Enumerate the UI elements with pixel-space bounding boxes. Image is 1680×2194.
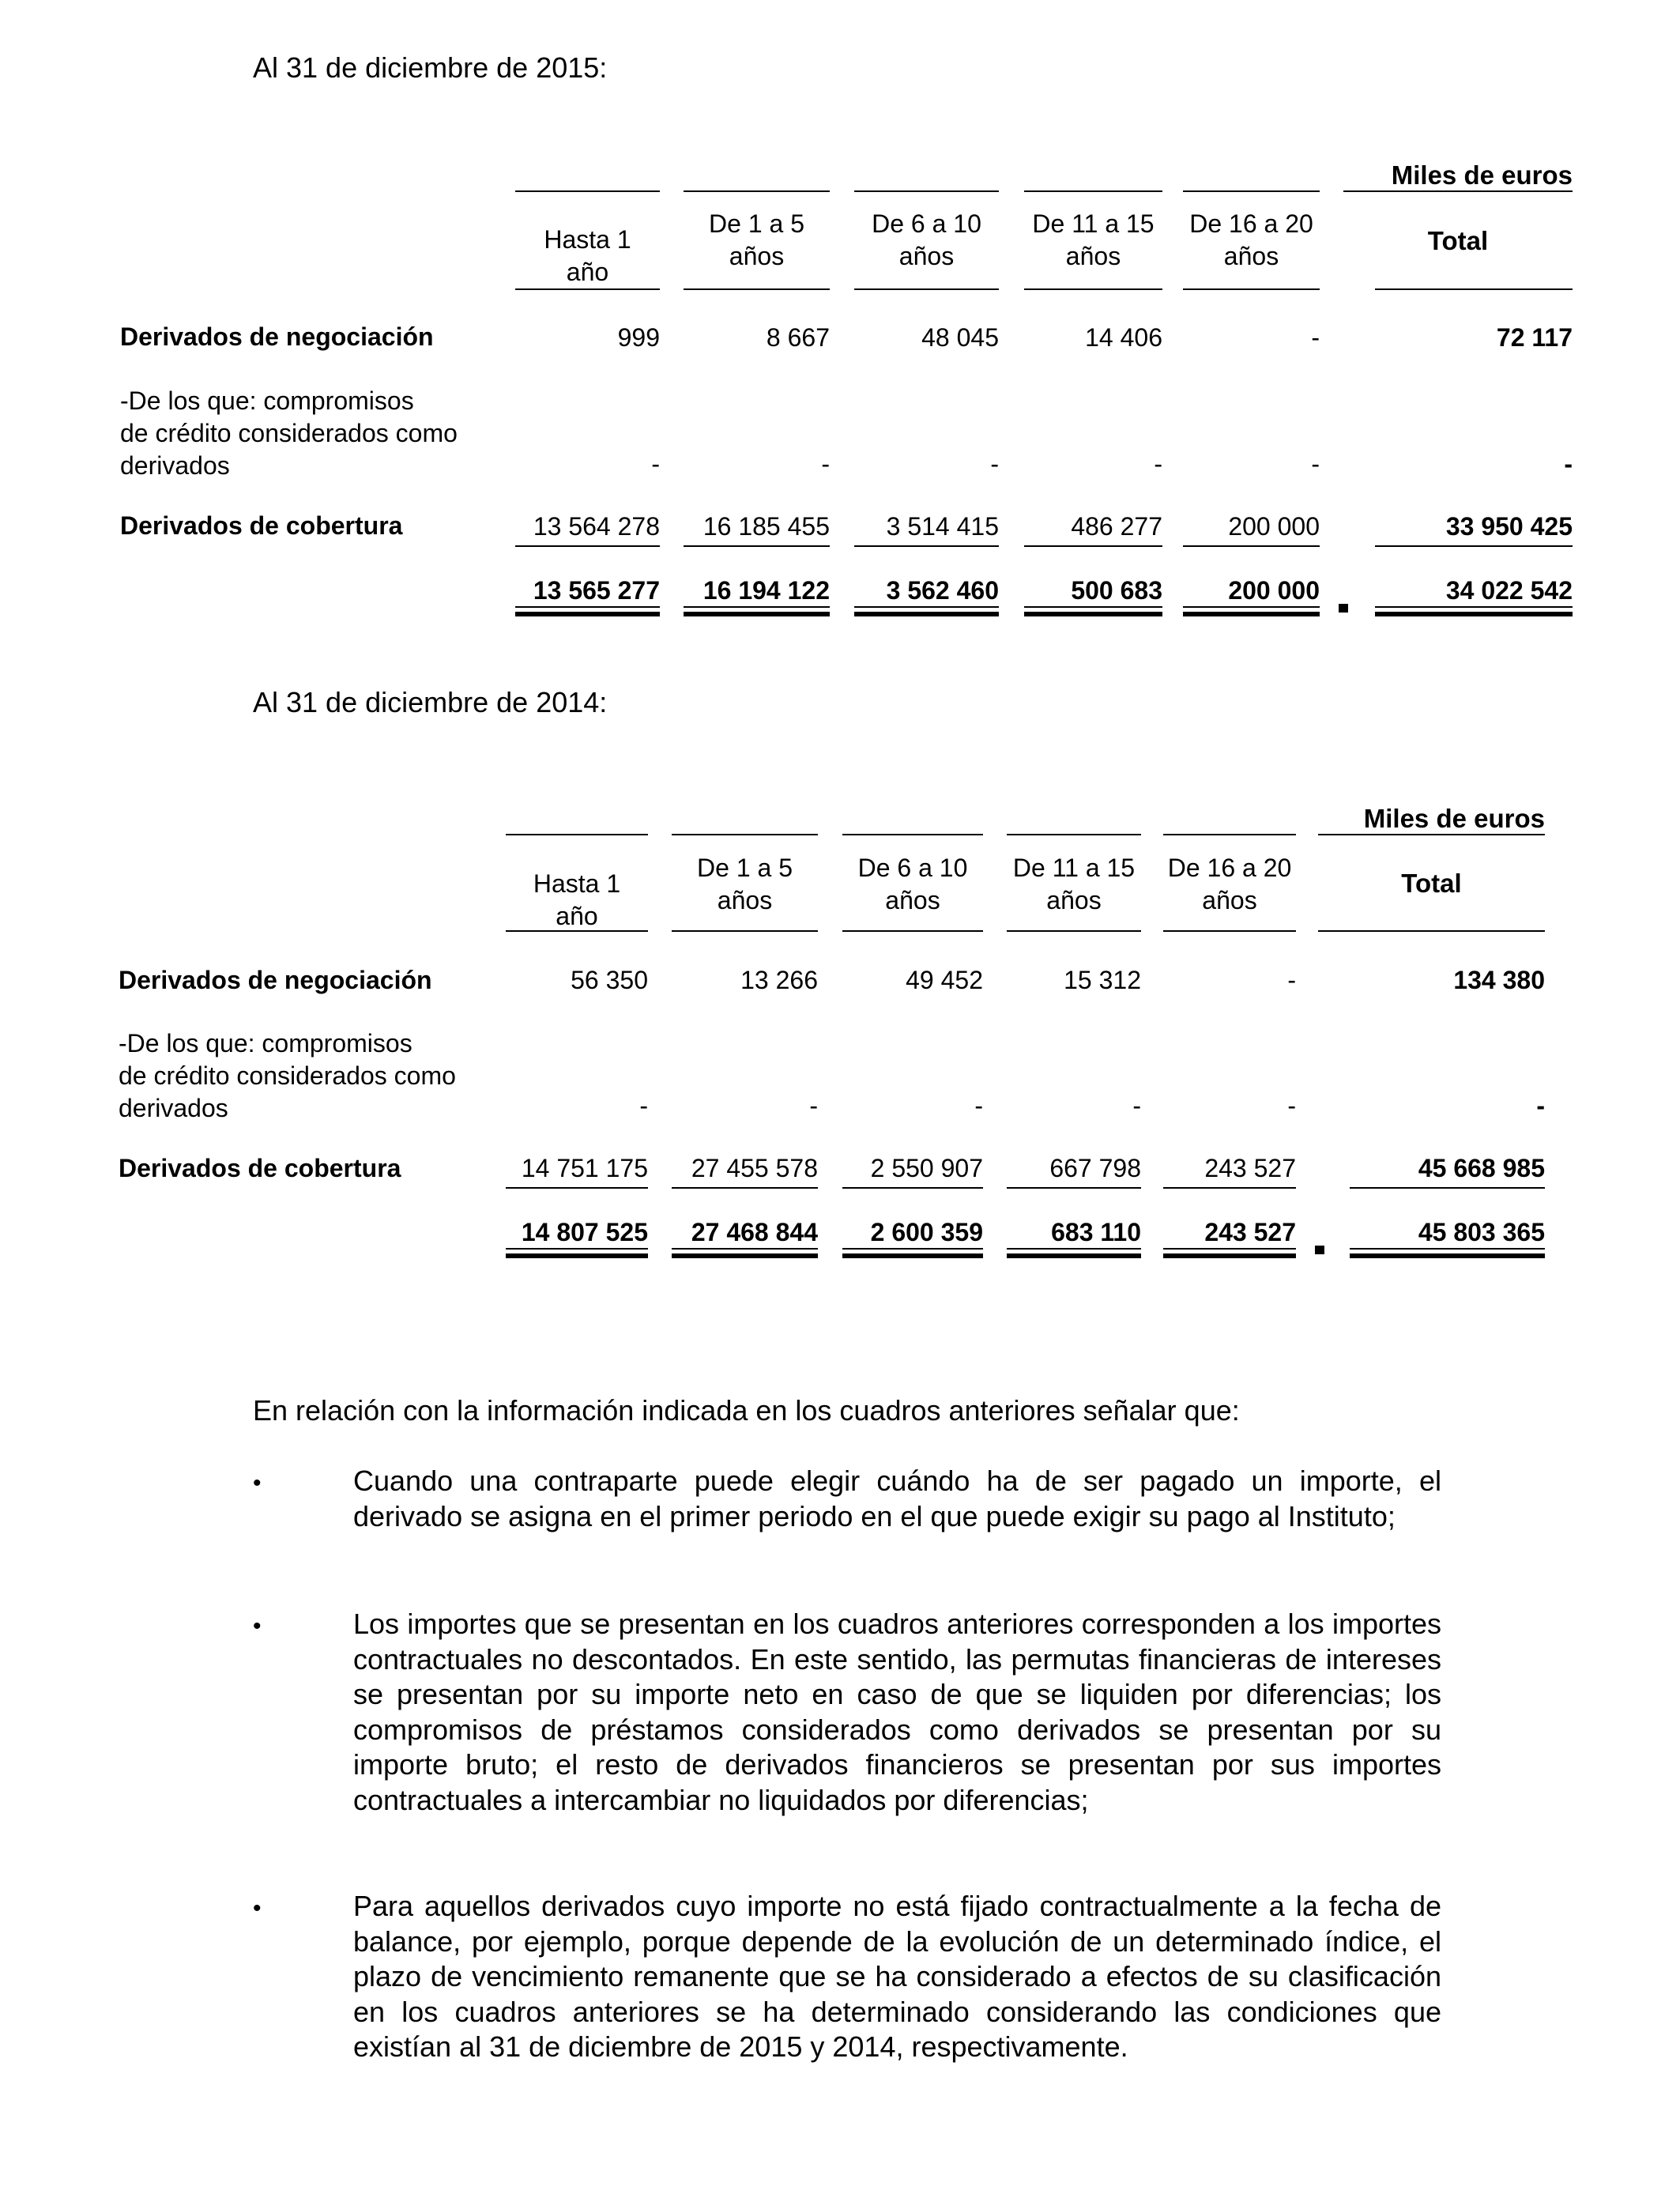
subtotal-rule (1350, 1187, 1545, 1189)
total-rule (672, 1248, 818, 1250)
table-cell: 49 452 (906, 966, 983, 994)
total-cell: 27 468 844 (691, 1218, 818, 1246)
row-label: -De los que: compromisos de crédito considerados como derivados (119, 1029, 456, 1122)
total-cell: 3 562 460 (886, 576, 999, 605)
header-rule (506, 834, 648, 835)
row-label: Derivados de negociación (119, 966, 432, 994)
table-cell: - (809, 1091, 818, 1120)
total-rule (1183, 606, 1320, 608)
subtotal-rule (1375, 545, 1573, 547)
total-marker (1315, 1246, 1324, 1254)
column-header: De 16 a 20 años (1189, 209, 1313, 270)
total-cell: 134 380 (1453, 966, 1545, 994)
total-double-rule (1183, 612, 1320, 616)
table-cell: 27 455 578 (691, 1154, 818, 1182)
total-rule (1350, 1248, 1545, 1250)
column-header: Hasta 1 año (533, 869, 621, 930)
header-rule (1183, 288, 1320, 290)
total-double-rule (854, 612, 999, 616)
header-rule (842, 930, 983, 932)
table-cell: - (651, 450, 660, 478)
intro-paragraph: En relación con la información indicada en los cuadros anteriores señalar que: (253, 1394, 1240, 1427)
total-rule (515, 606, 660, 608)
column-header: De 11 a 15 años (1012, 854, 1136, 914)
subtotal-rule (515, 545, 660, 547)
total-cell: 33 950 425 (1445, 512, 1573, 541)
row-label: Derivados de negociación (120, 322, 434, 351)
total-double-rule (1350, 1253, 1545, 1258)
grand-total-cell: 45 803 365 (1418, 1218, 1545, 1246)
bullet-text: Para aquellos derivados cuyo importe no está fijado contractualmente a la fecha de balance, por ejemplo, porque depende de la evolución de un determinado índice, el plazo de vencimiento remanente que se ha considerado a efectos de su clasificación en los cuadros anteriores se ha determinado considerando las condiciones que existían al 31 de diciembre de 2015 y 2014, respectivamente. (353, 1890, 1441, 2063)
header-rule (1007, 930, 1141, 932)
units-underline (1343, 190, 1573, 192)
bullet-icon: • (253, 1470, 262, 1496)
units-underline (1318, 834, 1545, 835)
total-cell: 200 000 (1228, 576, 1320, 605)
subtotal-rule (854, 545, 999, 547)
total-cell: 243 527 (1204, 1218, 1296, 1246)
total-marker (1339, 604, 1348, 613)
total-double-rule (1007, 1253, 1141, 1258)
total-double-rule (1024, 612, 1162, 616)
bullet-icon: • (253, 1613, 262, 1639)
column-header: De 11 a 15 años (1032, 209, 1155, 270)
header-rule (684, 190, 830, 192)
total-rule (842, 1248, 983, 1250)
total-double-rule (1163, 1253, 1296, 1258)
bullet-text: Cuando una contraparte puede elegir cuándo ha de ser pagado un importe, el derivado se asigna en el primer periodo en el que puede exigir su pago al Instituto; (353, 1465, 1441, 1532)
table-cell: 16 185 455 (703, 512, 830, 541)
column-header: De 1 a 5 años (709, 209, 804, 270)
table-cell: 48 045 (921, 323, 999, 352)
bullet-text: Los importes que se presentan en los cuadros anteriores corresponden a los importes contractuales no descontados. En este sentido, las permutas financieras de intereses se presentan por su importe neto en caso de que se liquiden por diferencias; los compromisos de préstamos considerados como derivados se presentan por su importe bruto; el resto de derivados financieros se presentan por sus importes contractuales a intercambiar no liquidados por diferencias; (353, 1608, 1441, 1816)
header-rule (842, 834, 983, 835)
units-label: Miles de euros (1363, 804, 1545, 833)
total-rule (854, 606, 999, 608)
subtotal-rule (1183, 545, 1320, 547)
total-double-rule (842, 1253, 983, 1258)
total-double-rule (1375, 612, 1573, 616)
subtotal-rule (1163, 1187, 1296, 1189)
total-cell: 45 668 985 (1418, 1154, 1545, 1182)
table-cell: - (990, 450, 999, 478)
table-cell: 13 564 278 (533, 512, 660, 541)
grand-total-cell: 34 022 542 (1445, 576, 1573, 605)
table-cell: 999 (617, 323, 660, 352)
header-rule (1163, 834, 1296, 835)
table-cell: - (974, 1091, 983, 1120)
total-cell: 13 565 277 (533, 576, 660, 605)
header-rule (1375, 288, 1573, 290)
table-cell: - (639, 1091, 648, 1120)
header-rule (1163, 930, 1296, 932)
header-rule (515, 190, 660, 192)
total-rule (1024, 606, 1162, 608)
total-cell: 683 110 (1051, 1218, 1141, 1246)
bullet-icon: • (253, 1895, 262, 1921)
total-double-rule (506, 1253, 648, 1258)
column-header: De 1 a 5 años (697, 854, 793, 914)
table-cell: 56 350 (571, 966, 648, 994)
total-cell: 500 683 (1071, 576, 1162, 605)
subtotal-rule (1024, 545, 1162, 547)
header-rule (1024, 190, 1162, 192)
table-cell: - (1311, 450, 1320, 478)
total-cell: - (1564, 450, 1573, 478)
header-rule (1007, 834, 1141, 835)
table-cell: 13 266 (740, 966, 818, 994)
total-double-rule (672, 1253, 818, 1258)
header-rule (515, 288, 660, 290)
column-header: De 6 a 10 años (857, 854, 968, 914)
header-rule (506, 930, 648, 932)
header-rule (684, 288, 830, 290)
table-cell: 15 312 (1064, 966, 1141, 994)
total-column-header: Total (1401, 869, 1462, 898)
total-double-rule (515, 612, 660, 616)
total-cell: 14 807 525 (521, 1218, 648, 1246)
subtotal-rule (842, 1187, 983, 1189)
row-label: Derivados de cobertura (119, 1154, 401, 1182)
header-rule (1024, 288, 1162, 290)
column-header: De 16 a 20 años (1167, 854, 1292, 914)
table-cell: 3 514 415 (886, 512, 999, 541)
subtotal-rule (672, 1187, 818, 1189)
total-rule (506, 1248, 648, 1250)
total-double-rule (684, 612, 830, 616)
total-cell: 72 117 (1496, 323, 1573, 352)
total-rule (1163, 1248, 1296, 1250)
table-cell: 2 550 907 (870, 1154, 983, 1182)
table-cell: 243 527 (1204, 1154, 1296, 1182)
column-header: Hasta 1 año (544, 225, 631, 286)
table-cell: 667 798 (1049, 1154, 1141, 1182)
table-cell: 486 277 (1071, 512, 1162, 541)
table-cell: - (1132, 1091, 1141, 1120)
row-label: -De los que: compromisos de crédito considerados como derivados (120, 386, 458, 480)
table-cell: 14 406 (1085, 323, 1162, 352)
table-cell: - (1287, 1091, 1296, 1120)
subtotal-rule (684, 545, 830, 547)
total-rule (1007, 1248, 1141, 1250)
subtotal-rule (1007, 1187, 1141, 1189)
row-label: Derivados de cobertura (120, 511, 403, 540)
total-cell: 2 600 359 (870, 1218, 983, 1246)
subtotal-rule (506, 1187, 648, 1189)
total-cell: - (1536, 1091, 1545, 1120)
table-cell: 200 000 (1228, 512, 1320, 541)
header-rule (1318, 930, 1545, 932)
table-cell: - (1311, 323, 1320, 352)
header-rule (854, 190, 999, 192)
total-rule (1375, 606, 1573, 608)
column-header: De 6 a 10 años (872, 209, 981, 270)
table-cell: 14 751 175 (521, 1154, 648, 1182)
table-cell: - (1287, 966, 1296, 994)
total-column-header: Total (1427, 226, 1489, 255)
total-rule (684, 606, 830, 608)
total-cell: 16 194 122 (703, 576, 830, 605)
header-rule (672, 834, 818, 835)
header-rule (672, 930, 818, 932)
table-heading: Al 31 de diciembre de 2014: (253, 686, 608, 718)
table-cell: - (1154, 450, 1162, 478)
units-label: Miles de euros (1391, 160, 1573, 190)
table-cell: 8 667 (766, 323, 830, 352)
table-heading: Al 31 de diciembre de 2015: (253, 51, 608, 84)
header-rule (1183, 190, 1320, 192)
header-rule (854, 288, 999, 290)
table-cell: - (821, 450, 830, 478)
